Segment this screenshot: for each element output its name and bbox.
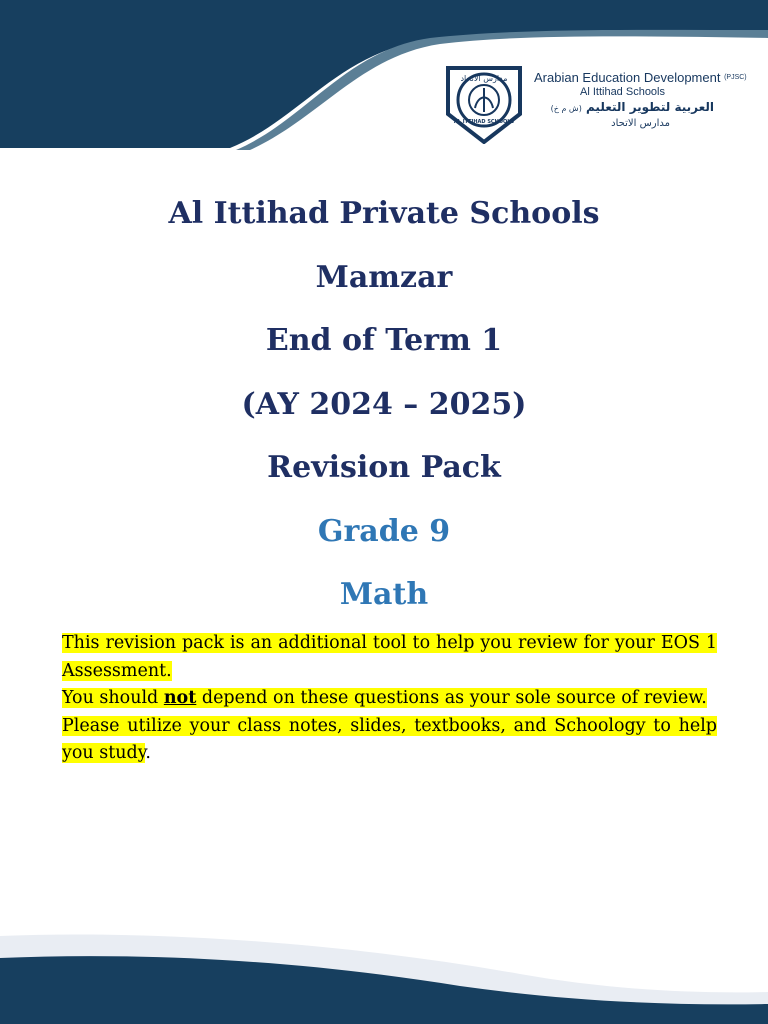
notice-emphasis-not: not [163,688,197,708]
academic-year: (AY 2024 – 2025) [241,386,527,422]
brand-subtitle-arabic: مدارس الاتحاد [611,118,670,129]
brand-name-english: Arabian Education Development $^{(PJSC)}$ [534,70,747,85]
seal-arabic-text: مدارس الاتحاد [460,74,508,83]
brand-name-arabic: العربية لتطوير التعليم (ش م خ) [550,100,714,114]
notice-text-2: You should not depend on these questions as your sole source of review. [62,688,707,708]
campus-name: Mamzar [315,259,453,295]
brand-text-block [534,70,747,131]
school-seal-icon [442,60,526,144]
footer-band [0,930,768,1024]
notice-text-1: This revision pack is an additional tool to help you review for your EOS 1 Assessment. [62,633,717,681]
revision-notice [62,630,717,768]
school-name: Al Ittihad Private Schools [168,196,600,231]
cover-titles [0,182,768,627]
term-title: End of Term 1 [265,323,503,358]
seal-english-text: AL ITTIHAD SCHOOLS [453,119,515,125]
notice-paragraph-2 [62,685,717,713]
pack-title: Revision Pack [267,450,501,485]
grade-label: Grade 9 [317,513,451,549]
notice-paragraph-3: Please utilize your class notes, slides, textbooks, and Schoology to help you study. [62,715,717,763]
notice-text-3: Please utilize your class notes, slides, textbooks, and Schoology to help you study [62,715,717,763]
school-logo [440,56,747,150]
notice-paragraph-1 [62,630,717,685]
subject-label: Math [339,577,429,612]
brand-subtitle-english: Al Ittihad Schools [580,86,665,98]
